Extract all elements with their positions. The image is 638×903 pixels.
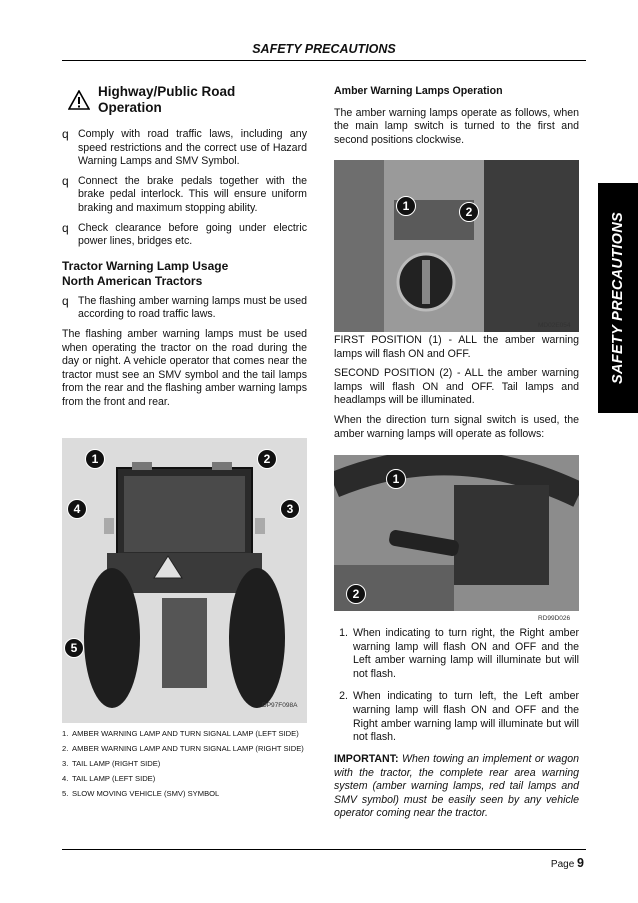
photo-reference-code: RD99D026 bbox=[538, 615, 571, 622]
turn-signal-photo bbox=[334, 455, 579, 611]
photo-reference-code: DP97F098A bbox=[262, 702, 298, 709]
page-header-title: SAFETY PRECAUTIONS bbox=[252, 42, 396, 56]
bullet-marker: q bbox=[62, 127, 69, 141]
callout-badge: 4 bbox=[67, 499, 87, 519]
section-subheading: Tractor Warning Lamp Usage North American Tractors bbox=[62, 258, 229, 288]
important-label: IMPORTANT: bbox=[334, 753, 399, 765]
numbered-item: 1. When indicating to turn right, the Right amber warning lamp will flash ON and OFF and the Left amber warning lamp will illuminate but will not flash. bbox=[339, 627, 579, 680]
warning-title: Highway/Public Road Operation bbox=[98, 84, 236, 115]
bullet-item: q The flashing amber warning lamps must be used according to road traffic laws. bbox=[62, 293, 307, 321]
important-note: IMPORTANT: When towing an implement or wagon with the tractor, the complete rear area warning system (amber warning lamps, red tail lamps and SMV symbol) must be easily seen by any vehicle operator coming near the tractor. bbox=[334, 753, 579, 820]
page-number: 9 bbox=[577, 856, 584, 870]
callout-badge: 1 bbox=[386, 469, 406, 489]
bullet-item: q Comply with road traffic laws, including any speed restrictions and the correct use of Hazard Warning Lamps and SMV Symbol. bbox=[62, 127, 307, 168]
page-label: Page bbox=[550, 859, 575, 870]
bullet-item: q Connect the brake pedals together with the brake pedal interlock. This will ensure uniform braking and maximum stopping ability. bbox=[62, 173, 307, 214]
tractor-rear-photo bbox=[62, 438, 307, 723]
callout-badge: 1 bbox=[85, 449, 105, 469]
legend-item: 2. AMBER WARNING LAMP AND TURN SIGNAL LAMP (RIGHT SIDE) bbox=[62, 744, 304, 753]
warning-heading bbox=[68, 84, 307, 116]
body-paragraph: The flashing amber warning lamps must be used when operating the tractor on the road during the day or night. A vehicle operator that comes near the tractor must see an SMV symbol and the tail lamps from the rear and the flashing amber warning lamps from the front and rear. bbox=[62, 327, 307, 408]
side-tab-label: SAFETY PRECAUTIONS bbox=[610, 212, 626, 384]
footer-rule bbox=[62, 849, 586, 850]
right-column bbox=[334, 85, 579, 153]
turn-signal-intro: When the direction turn signal switch is used, the amber warning lamps will operate as follows: bbox=[334, 413, 579, 440]
callout-badge: 2 bbox=[346, 584, 366, 604]
left-column bbox=[62, 84, 307, 416]
section-heading: Amber Warning Lamps Operation bbox=[334, 85, 503, 97]
callout-badge: 2 bbox=[257, 449, 277, 469]
header-rule bbox=[62, 60, 586, 61]
tractor-illustration bbox=[62, 438, 307, 723]
lamp-switch-photo bbox=[334, 160, 579, 332]
legend-item: 3. TAIL LAMP (RIGHT SIDE) bbox=[62, 759, 161, 768]
intro-paragraph: The amber warning lamps operate as follows, when the main lamp switch is turned to the first and second positions clockwise. bbox=[334, 106, 579, 146]
lamp-switch-illustration bbox=[334, 160, 579, 332]
turn-signal-illustration bbox=[334, 455, 579, 611]
callout-badge: 2 bbox=[459, 202, 479, 222]
numbered-item: 2. When indicating to turn left, the Left amber warning lamp will flash ON and OFF and the Right amber warning lamp will illuminate but will not flash. bbox=[339, 690, 579, 744]
callout-badge: 1 bbox=[396, 196, 416, 216]
legend-item: 1. AMBER WARNING LAMP AND TURN SIGNAL LAMP (LEFT SIDE) bbox=[62, 729, 299, 738]
bullet-marker: q bbox=[62, 173, 69, 188]
numbered-list bbox=[334, 627, 579, 754]
bullet-item: q Check clearance before going under electric power lines, bridges etc. bbox=[62, 220, 307, 248]
callout-badge: 3 bbox=[280, 499, 300, 519]
callout-badge: 5 bbox=[64, 638, 84, 658]
bullet-marker: q bbox=[62, 220, 69, 235]
legend-item: 5. SLOW MOVING VEHICLE (SMV) SYMBOL bbox=[62, 789, 220, 798]
photo-reference-code: MD02E054 bbox=[538, 322, 571, 329]
first-position-text: FIRST POSITION (1) - ALL the amber warning lamps will flash ON and OFF. bbox=[334, 334, 579, 360]
photo-legend bbox=[62, 728, 307, 803]
side-section-tab bbox=[598, 183, 638, 413]
page-footer bbox=[551, 856, 584, 870]
bullet-marker: q bbox=[62, 293, 69, 308]
position-descriptions bbox=[334, 334, 579, 447]
warning-triangle-icon bbox=[68, 90, 90, 110]
legend-item: 4. TAIL LAMP (LEFT SIDE) bbox=[62, 774, 156, 783]
second-position-text: SECOND POSITION (2) - ALL the amber warning lamps will flash ON and OFF. Tail lamps and headlamps will be illuminated. bbox=[334, 367, 579, 407]
